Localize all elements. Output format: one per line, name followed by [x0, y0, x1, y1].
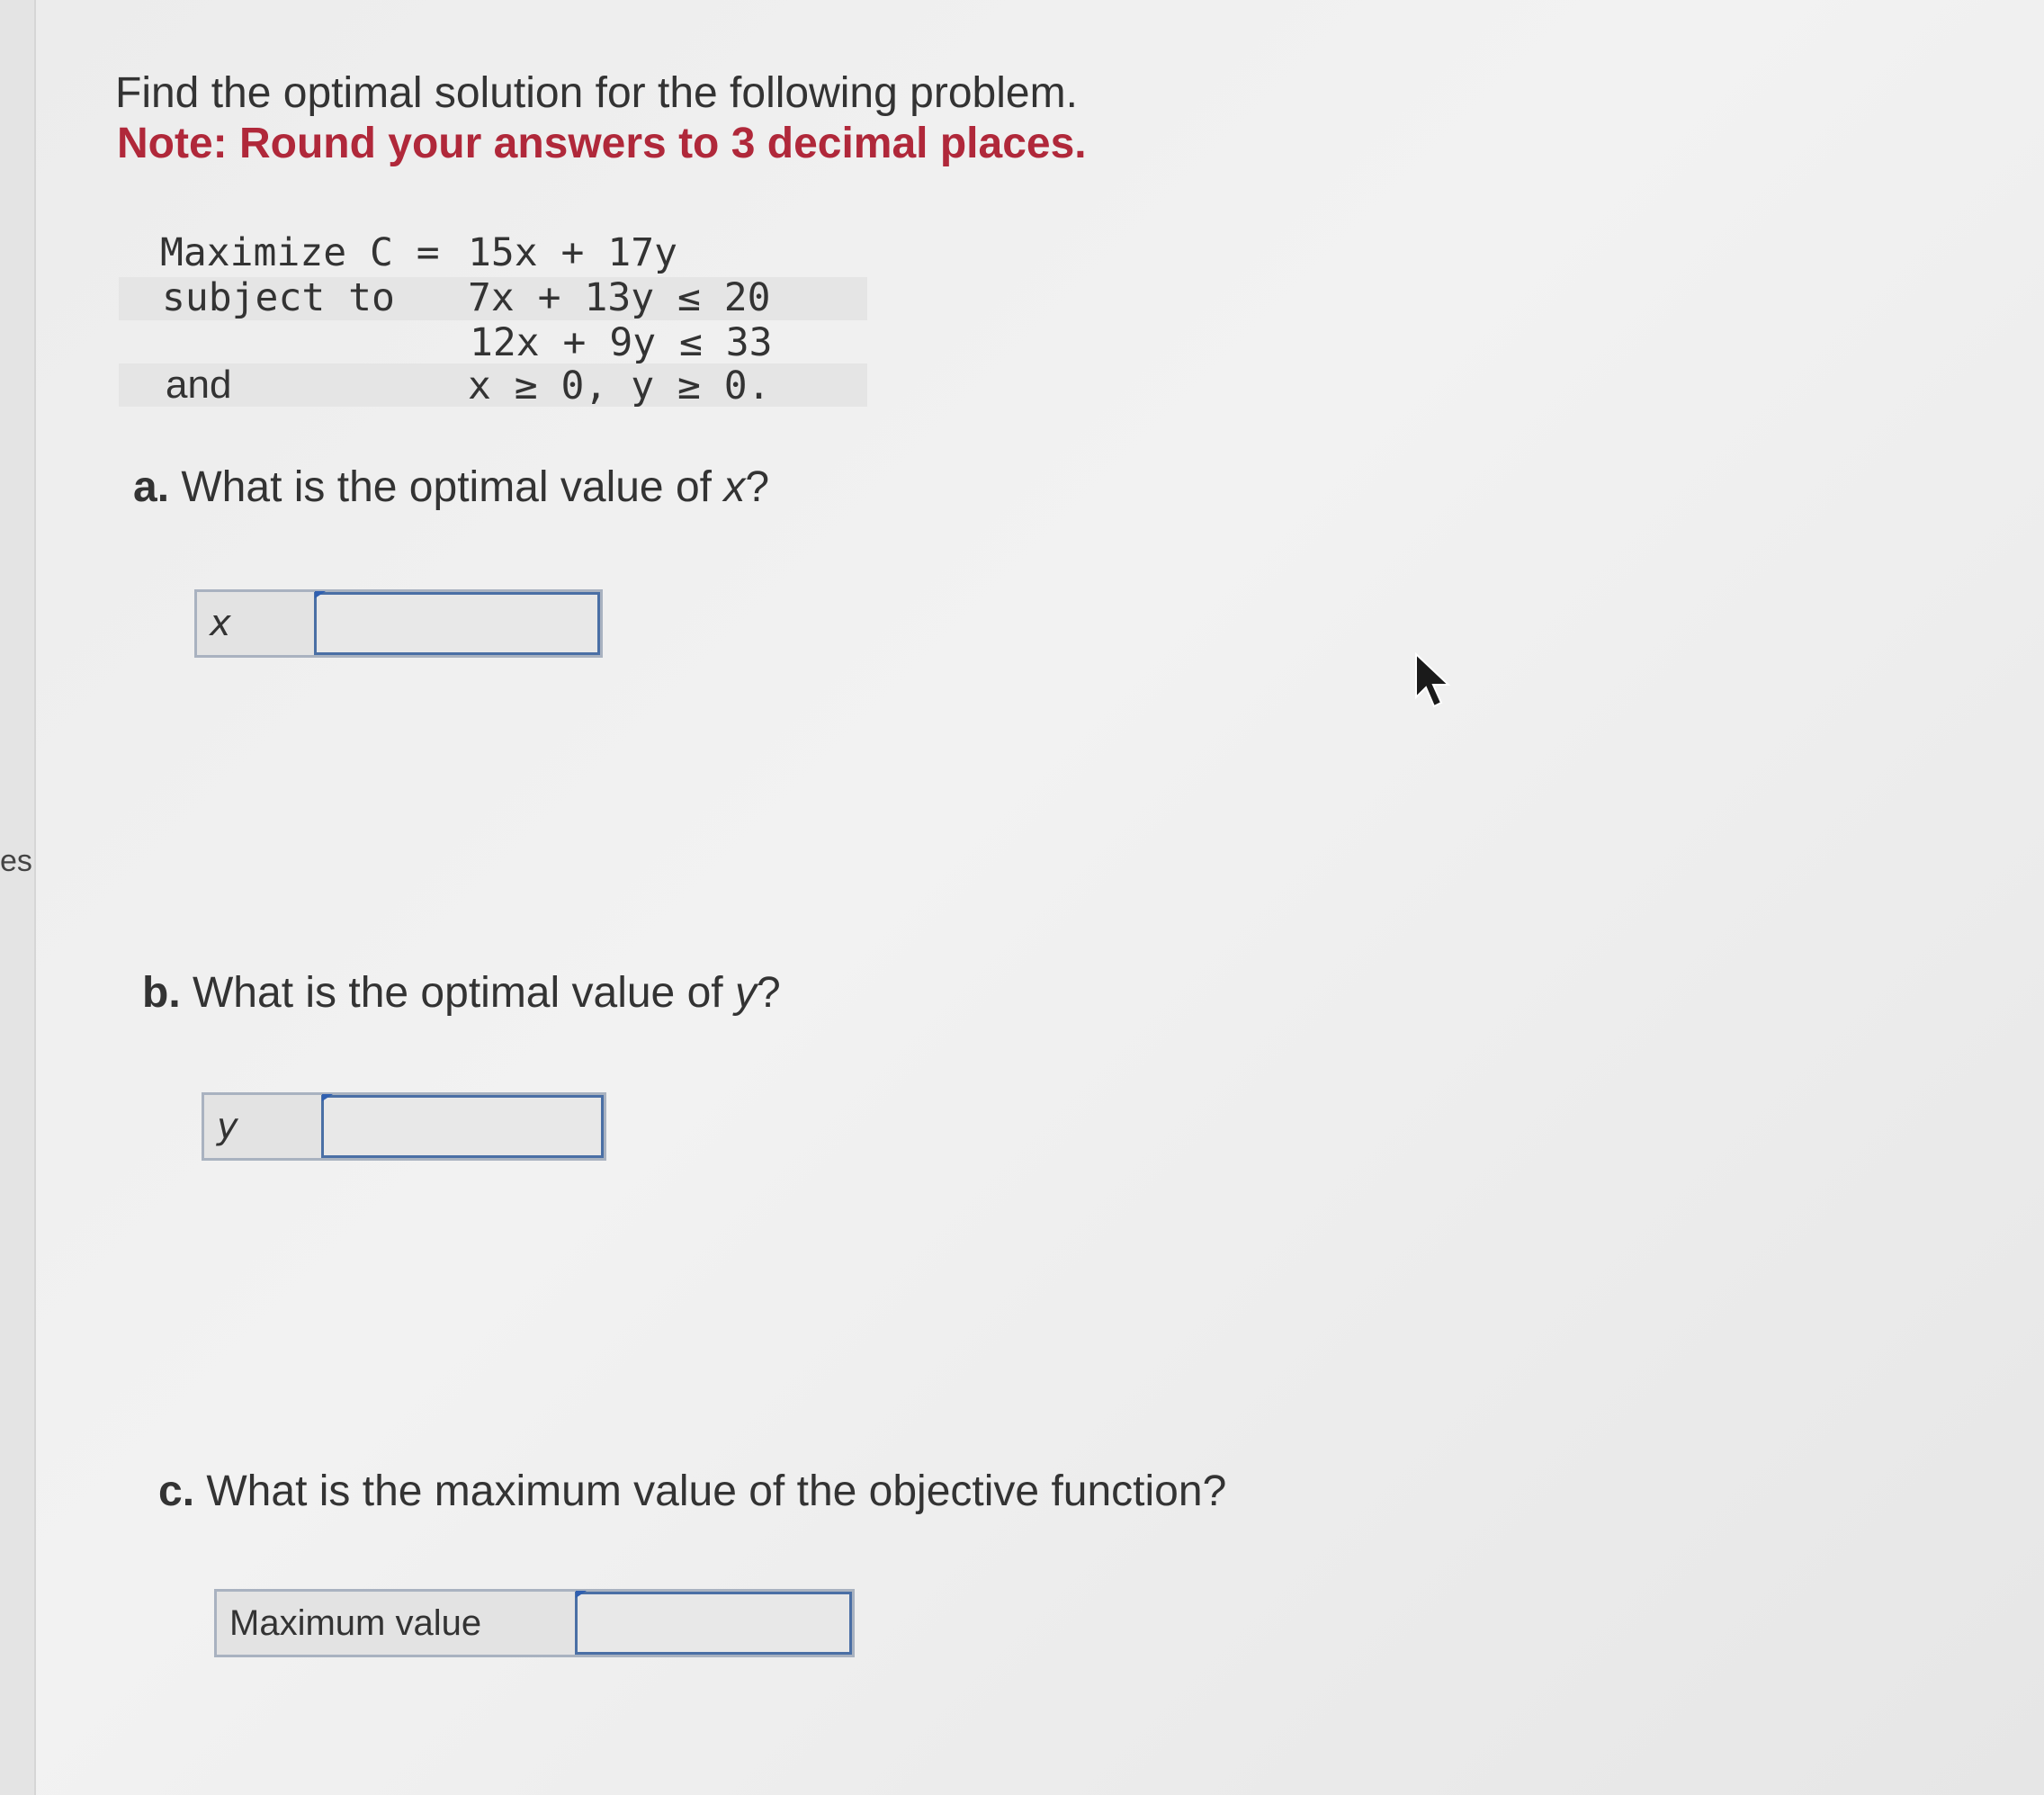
left-sidebar-edge — [0, 0, 36, 1795]
subject-to-label: subject to — [162, 275, 395, 320]
question-a-text: What is the optimal value of — [181, 463, 724, 511]
constraint-2: 12x + 9y ≤ 33 — [470, 320, 773, 365]
question-a-var: x — [723, 463, 746, 511]
answer-row-x — [194, 589, 603, 658]
question-a-prefix: a. — [133, 463, 170, 511]
max-value-input[interactable] — [575, 1592, 852, 1655]
sidebar-label: es — [0, 844, 32, 878]
answer-row-y — [202, 1092, 606, 1161]
constraint-1: 7x + 13y ≤ 20 — [468, 275, 771, 320]
rounding-note: Note: Round your answers to 3 decimal places. — [117, 120, 1087, 167]
y-field-label: y — [217, 1106, 238, 1147]
question-b-text: What is the optimal value of — [193, 969, 735, 1017]
question-b — [142, 968, 781, 1018]
question-a-suffix: ? — [745, 463, 770, 511]
question-c-text: What is the maximum value of the objective function? — [206, 1467, 1227, 1515]
question-a — [133, 462, 769, 512]
question-c — [158, 1467, 1226, 1516]
question-b-var: y — [734, 969, 757, 1017]
objective-label: Maximize C = — [160, 230, 440, 275]
question-b-prefix: b. — [142, 969, 181, 1017]
answer-row-max — [214, 1589, 855, 1657]
question-c-prefix: c. — [158, 1467, 195, 1515]
max-value-field-label: Maximum value — [229, 1602, 482, 1643]
y-input[interactable] — [321, 1095, 604, 1158]
x-field-label: x — [210, 603, 231, 644]
x-input[interactable] — [314, 592, 600, 655]
nonnegativity-constraint: x ≥ 0, y ≥ 0. — [468, 363, 771, 408]
mouse-pointer-icon — [1412, 652, 1454, 714]
and-label: and — [166, 363, 232, 407]
problem-title: Find the optimal solution for the following problem. — [115, 69, 1078, 117]
objective-expression: 15x + 17y — [468, 230, 677, 275]
question-b-suffix: ? — [756, 969, 781, 1017]
